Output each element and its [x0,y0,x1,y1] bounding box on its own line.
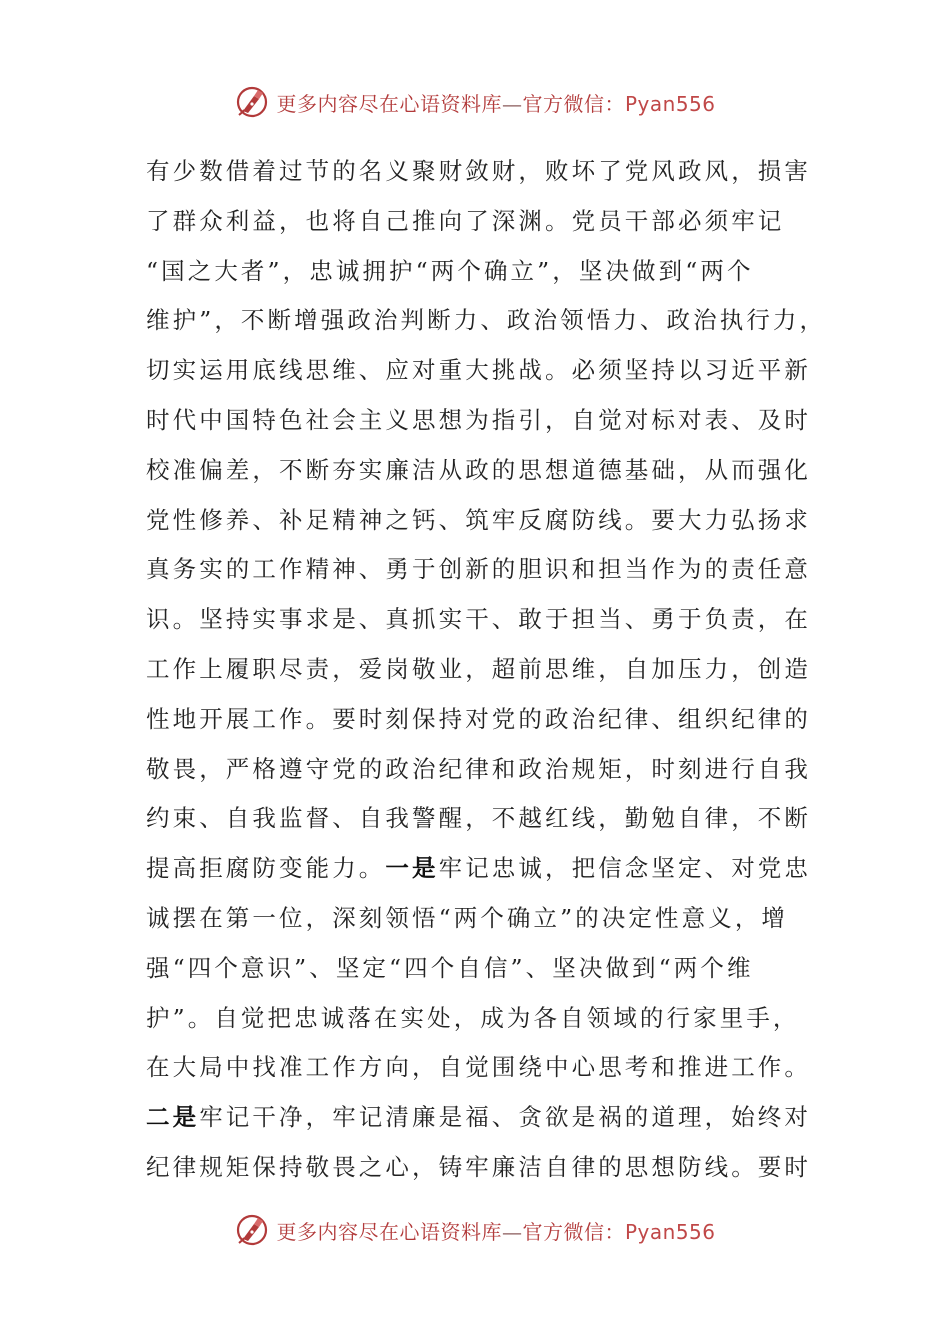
pen-nib-logo-icon [234,84,270,120]
text-line-18: 护”。自觉把忠诚落在实处，成为各自领域的行家里手， [146,1003,800,1032]
text-line-15-rest: 牢记忠诚，把信念坚定、对党忠 [438,854,812,883]
pen-nib-logo-icon [234,1212,270,1248]
header-banner-separator: — [501,91,523,116]
text-line-4: 维护”，不断增强政治判断力、政治领悟力、政治执行力， [146,306,827,335]
text-line-15 [146,844,812,894]
footer-banner-text [276,1216,715,1245]
header-banner-id: Pyan556 [624,91,716,116]
header-banner-wechat: 官方微信： [522,91,625,116]
footer-banner-main: 更多内容尽在心语资料库 [276,1219,502,1244]
text-line-1: 有少数借着过节的名义聚财敛财，败坏了党风政风，损害 [146,157,811,185]
text-line-20 [146,1093,812,1143]
text-line-7: 校准偏差，不断夯实廉洁从政的思想道德基础，从而强化 [146,455,811,484]
footer-banner-wechat: 官方微信： [522,1219,625,1244]
text-line-15-lead: 提高拒腐防变能力。 [146,854,386,883]
point-two-marker: 二是 [146,1103,200,1132]
footer-banner [0,1210,950,1250]
header-banner [0,82,950,122]
text-line-5: 切实运用底线思维、应对重大挑战。必须坚持以习近平新 [146,356,811,385]
text-line-21: 纪律规矩保持敬畏之心，铸牢廉洁自律的思想防线。要时 [146,1152,811,1181]
text-line-17: 强“四个意识”、坚定“四个自信”、坚决做到“两个维 [146,953,754,982]
text-line-16: 诚摆在第一位，深刻领悟“两个确立”的决定性意义，增 [146,903,789,932]
header-banner-main: 更多内容尽在心语资料库 [276,91,502,116]
text-line-14: 约束、自我监督、自我警醒，不越红线，勤勉自律，不断 [146,804,811,833]
footer-banner-separator: — [501,1219,523,1244]
text-line-3: “国之大者”，忠诚拥护“两个确立”，坚决做到“两个 [146,256,754,285]
text-line-19: 在大局中找准工作方向，自觉围绕中心思考和推进工作。 [146,1053,811,1082]
header-banner-text [276,88,715,117]
text-line-10: 识。坚持实事求是、真抓实干、敢于担当、勇于负责，在 [146,605,811,634]
footer-banner-id: Pyan556 [624,1219,716,1244]
document-body [146,147,827,1193]
text-line-9: 真务实的工作精神、勇于创新的胆识和担当作为的责任意 [146,555,811,584]
point-one-marker: 一是 [385,854,439,883]
text-line-12: 性地开展工作。要时刻保持对党的政治纪律、组织纪律的 [146,704,811,733]
text-line-2: 了群众利益，也将自己推向了深渊。党员干部必须牢记 [146,206,785,235]
text-line-6: 时代中国特色社会主义思想为指引，自觉对标对表、及时 [146,405,811,434]
text-line-13: 敬畏，严格遵守党的政治纪律和政治规矩，时刻进行自我 [146,754,811,783]
text-line-8: 党性修养、补足精神之钙、筑牢反腐防线。要大力弘扬求 [146,505,811,534]
text-line-20-rest: 牢记干净，牢记清廉是福、贪欲是祸的道理，始终对 [199,1103,812,1132]
text-line-11: 工作上履职尽责，爱岗敬业，超前思维，自加压力，创造 [146,654,811,683]
